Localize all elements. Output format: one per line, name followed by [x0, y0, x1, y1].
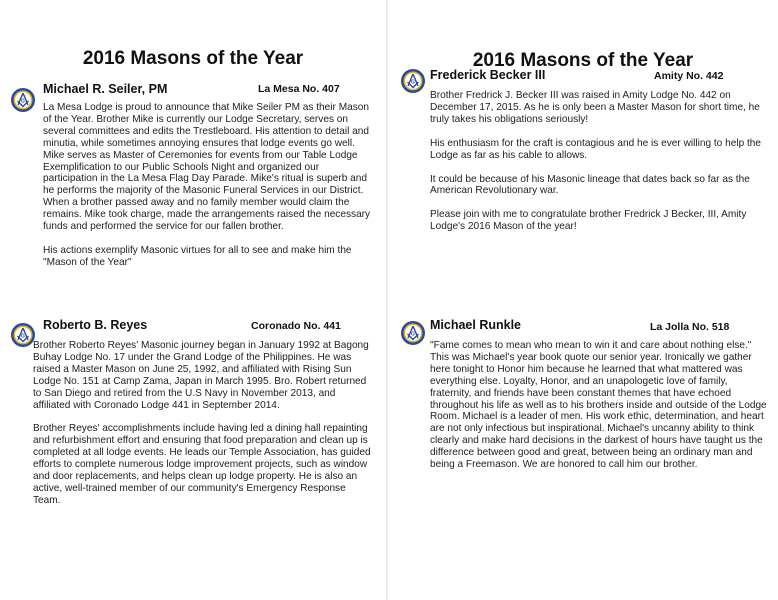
svg-text:G: G — [21, 98, 25, 105]
bio-paragraph: His enthusiasm for the craft is contagious and he is ever willing to help the Lodge as far as his cable to allows. — [430, 137, 762, 161]
lodge-name: La Jolla No. 518 — [650, 321, 730, 333]
bio-paragraph: Brother Fredrick J. Becker III was raised in Amity Lodge No. 442 on December 17, 2015. As he is only been a Master Mason for short time, he truly takes his obligations seriously! — [430, 90, 760, 125]
mason-name: Frederick Becker III — [430, 68, 546, 82]
svg-text:G: G — [411, 331, 415, 338]
mason-bio — [430, 90, 764, 233]
bio-paragraph: "Fame comes to mean who mean to win it and care about nothing else." This was Michael's year book quote our senior year. Ironically we gather here tonight to Honor him because he learned that what mattered was everything else. Loyalty, Honor, and an unapologetic love of family, fraternity, and friends have been constant themes that have echoed throughout his life as well as to his brothers inside and outside of the Lodge Room. Michael is a leader of men. His work ethic, determination, and heart are not only infectious but inspirational. Michael's uncanny ability to think clearly and make hard decisions in the darkest of hours have taught us the difference between good and great, between being an ordinary man and being a Freemason. We are honored to call him our brother. — [430, 340, 767, 471]
left-page — [0, 0, 386, 600]
lodge-name: La Mesa No. 407 — [258, 83, 340, 95]
mason-name: Roberto B. Reyes — [43, 318, 148, 332]
bio-paragraph: Please join with me to congratulate brother Fredrick J Becker, III, Amity Lodge's 2016 Mason of the year! — [430, 209, 747, 233]
bio-paragraph: La Mesa Lodge is proud to announce that Mike Seiler PM as their Mason of the Year. Brother Mike is currently our Lodge Secretary, serves on several committees and edits the Trestleboard. His attention to detail and minutia, while sometimes annoying ensures that lodge events go well. Mike serves as Master of Ceremonies for events from our Table Lodge Exemplification to our Public Schools Night and organized our participation in the La Mesa Flag Day Parade. Mike's ritual is superb and he performs the majority of the Masonic Funeral Services in our District. When a brother passed away and no family member would claim the remains. Mike took charge, made the arrangements raised the necessary funds and performed the service for our fallen brother. — [43, 102, 371, 233]
mason-entry-runkle — [398, 316, 778, 516]
mason-bio — [430, 340, 768, 471]
mason-name: Michael Runkle — [430, 318, 521, 332]
svg-text:G: G — [21, 333, 25, 340]
mason-entry-becker — [398, 68, 778, 238]
lodge-name: Amity No. 442 — [654, 70, 724, 82]
mason-bio — [33, 340, 373, 507]
bio-paragraph: Brother Reyes' accomplishments include having led a dining hall repainting and refurbishment effort and ensuring that food preparation and clean up is completed at all lodge events. He leads our Temple Association, has guided efforts to complete numerous lodge improvement projects, such as window and door replacements, and helps clean up lodge property. He is also an active, well-trained member of our community's Emergency Response Team. — [33, 423, 371, 506]
bio-paragraph: It could be because of his Masonic lineage that dates back so far as the American Revolutionary war. — [430, 173, 750, 197]
page-title: 2016 Masons of the Year — [472, 50, 694, 71]
mason-bio — [43, 102, 373, 269]
mason-entry-seiler — [10, 82, 386, 282]
square-and-compass-icon — [400, 320, 426, 346]
mason-entry-reyes — [10, 318, 386, 538]
bio-paragraph: His actions exemplify Masonic virtues for all to see and make him the "Mason of the Year" — [43, 244, 352, 268]
lodge-name: Coronado No. 441 — [251, 320, 341, 332]
page-title: 2016 Masons of the Year — [82, 48, 304, 69]
svg-text:G: G — [411, 79, 415, 86]
bio-paragraph: Brother Roberto Reyes' Masonic journey began in January 1992 at Bagong Buhay Lodge No. 17 under the Grand Lodge of the Philippines. He was raised a Master Mason on June 25, 1992, and affiliated with Rising Sun Lodge No. 151 at Camp Zama, Japan in March 1995. Bro. Robert returned to San Diego and retired from the U.S Navy in November 2013, and affiliated with Coronado Lodge 441 in September 2014. — [33, 340, 369, 411]
square-and-compass-icon — [400, 68, 426, 94]
square-and-compass-icon — [10, 87, 36, 113]
right-page — [388, 0, 778, 600]
mason-name: Michael R. Seiler, PM — [43, 82, 168, 96]
